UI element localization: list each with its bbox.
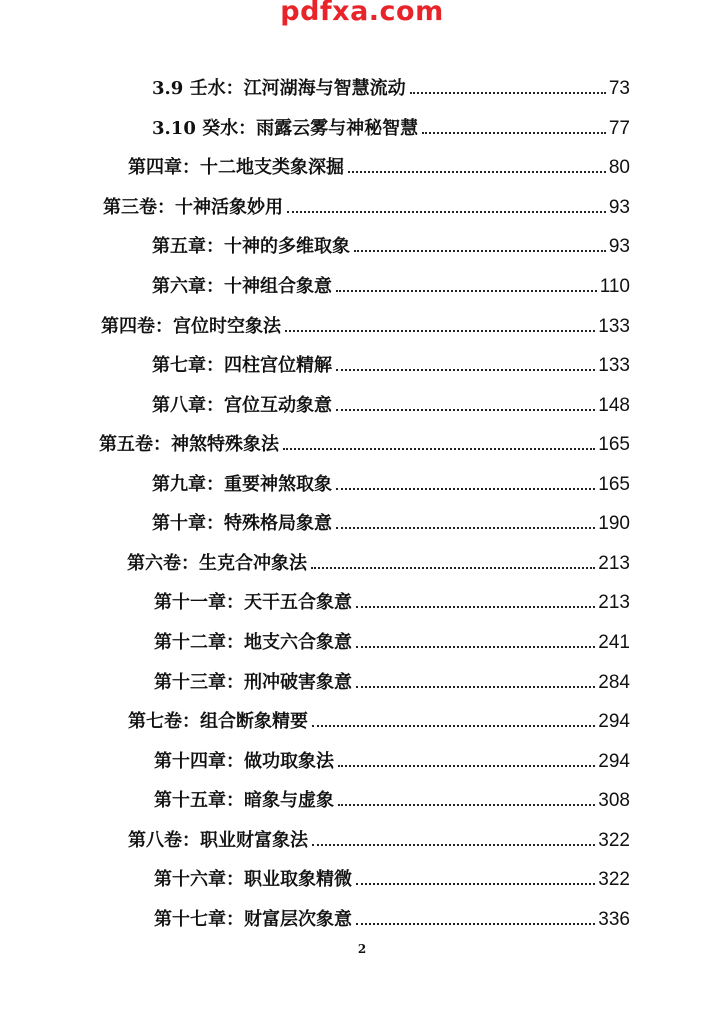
toc-entry[interactable] xyxy=(152,347,630,377)
toc-entry[interactable] xyxy=(154,901,630,931)
toc-entry-title: 第八卷：职业财富象法 xyxy=(128,830,308,851)
toc-entry[interactable] xyxy=(154,743,630,773)
dot-leader xyxy=(312,725,595,727)
toc-entry-title: 第十三章：刑冲破害象意 xyxy=(154,672,352,693)
toc-entry-title: 第五章：十神的多维取象 xyxy=(152,236,350,257)
toc-entry-title: 第十一章：天干五合象意 xyxy=(154,592,352,613)
toc-entry-page: 241 xyxy=(598,632,630,653)
dot-leader xyxy=(410,92,606,94)
toc-entry-page: 294 xyxy=(598,751,630,772)
toc-entry[interactable] xyxy=(152,466,630,496)
toc-entry-title: 第四章：十二地支类象深掘 xyxy=(128,157,344,178)
toc-entry[interactable] xyxy=(154,861,630,891)
toc-entry-title: 第十四章：做功取象法 xyxy=(154,751,334,772)
toc-entry-page: 80 xyxy=(608,157,630,178)
toc-entry-title: 第十二章：地支六合象意 xyxy=(154,632,352,653)
toc-entry[interactable] xyxy=(128,149,630,179)
toc-entry[interactable] xyxy=(103,189,630,219)
toc-entry[interactable] xyxy=(152,70,630,100)
toc-entry-page: 93 xyxy=(608,197,630,218)
toc-entry[interactable] xyxy=(154,664,630,694)
toc-entry-title: 第十五章：暗象与虚象 xyxy=(154,790,334,811)
toc-entry[interactable] xyxy=(128,822,630,852)
toc-entry-title: 第七章：四柱宫位精解 xyxy=(152,355,332,376)
dot-leader xyxy=(336,290,597,292)
dot-leader xyxy=(356,686,595,688)
toc-entry-page: 213 xyxy=(598,592,630,613)
dot-leader xyxy=(356,606,595,608)
toc-entry[interactable] xyxy=(152,505,630,535)
toc-entry-page: 322 xyxy=(598,869,630,890)
page-number: 2 xyxy=(357,942,367,956)
toc-entry-page: 336 xyxy=(598,909,630,930)
toc-entry-title: 第六卷：生克合冲象法 xyxy=(127,553,307,574)
toc-entry[interactable] xyxy=(152,268,630,298)
toc-entry-page: 73 xyxy=(608,78,630,99)
toc-entry-title: 第五卷：神煞特殊象法 xyxy=(99,434,279,455)
toc-entry-title: 第七卷：组合断象精要 xyxy=(128,711,308,732)
toc-entry-page: 284 xyxy=(598,672,630,693)
toc-entry-page: 190 xyxy=(598,513,630,534)
dot-leader xyxy=(356,923,595,925)
toc-entry-page: 93 xyxy=(608,236,630,257)
toc-entry-page: 77 xyxy=(608,118,630,139)
watermark-logo: pdfxa.com xyxy=(280,0,444,27)
toc-entry-page: 213 xyxy=(598,553,630,574)
toc-entry-page: 165 xyxy=(598,434,630,455)
toc-entry-title: 3.9 壬水：江河湖海与智慧流动 xyxy=(152,78,406,99)
toc-entry-page: 165 xyxy=(598,474,630,495)
dot-leader xyxy=(356,883,595,885)
dot-leader xyxy=(336,409,595,411)
dot-leader xyxy=(354,250,606,252)
toc-entry-title: 第八章：宫位互动象意 xyxy=(152,395,332,416)
dot-leader xyxy=(348,171,606,173)
toc-entry[interactable] xyxy=(152,110,630,140)
dot-leader xyxy=(283,448,595,450)
dot-leader xyxy=(338,765,595,767)
toc-entry[interactable] xyxy=(154,624,630,654)
dot-leader xyxy=(336,369,595,371)
dot-leader xyxy=(285,330,595,332)
toc-entry[interactable] xyxy=(101,308,630,338)
toc-entry-title: 第十六章：职业取象精微 xyxy=(154,869,352,890)
dot-leader xyxy=(311,567,595,569)
dot-leader xyxy=(422,132,606,134)
toc-entry[interactable] xyxy=(154,782,630,812)
toc-entry-page: 322 xyxy=(598,830,630,851)
toc-entry-page: 294 xyxy=(598,711,630,732)
dot-leader xyxy=(336,527,595,529)
toc-entry[interactable] xyxy=(152,387,630,417)
toc-entry-page: 133 xyxy=(598,355,630,376)
dot-leader xyxy=(356,646,595,648)
toc-entry-title: 第三卷：十神活象妙用 xyxy=(103,197,283,218)
toc-entry[interactable] xyxy=(128,703,630,733)
toc-entry-title: 3.10 癸水：雨露云雾与神秘智慧 xyxy=(152,118,419,139)
toc-entry-page: 308 xyxy=(598,790,630,811)
toc-entry-title: 第六章：十神组合象意 xyxy=(152,276,332,297)
dot-leader xyxy=(312,844,595,846)
toc-entry[interactable] xyxy=(154,584,630,614)
toc-entry[interactable] xyxy=(99,426,630,456)
toc-entry-title: 第四卷：宫位时空象法 xyxy=(101,316,281,337)
toc-entry-page: 133 xyxy=(598,316,630,337)
toc-entry[interactable] xyxy=(152,228,630,258)
toc-entry-title: 第九章：重要神煞取象 xyxy=(152,474,332,495)
dot-leader xyxy=(287,211,606,213)
toc-entry-page: 148 xyxy=(598,395,630,416)
toc-entry[interactable] xyxy=(127,545,630,575)
dot-leader xyxy=(338,804,595,806)
toc-entry-title: 第十七章：财富层次象意 xyxy=(154,909,352,930)
dot-leader xyxy=(336,488,595,490)
toc-entry-title: 第十章：特殊格局象意 xyxy=(152,513,332,534)
toc-entry-page: 110 xyxy=(599,276,630,297)
